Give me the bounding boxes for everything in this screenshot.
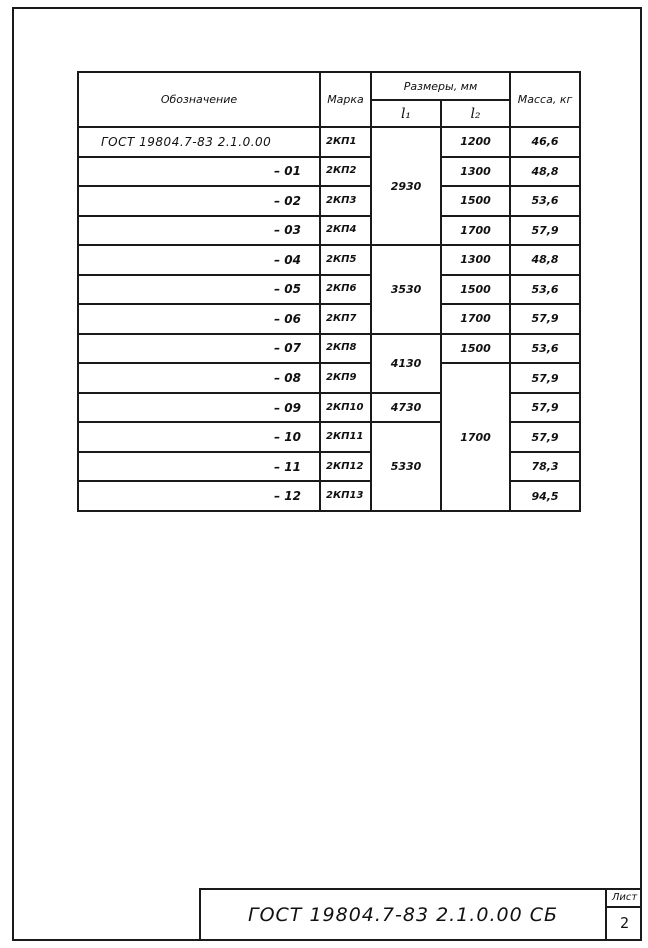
row-designation: – 02 bbox=[78, 186, 320, 216]
row-designation: – 05 bbox=[78, 275, 320, 305]
row-l2: 1500 bbox=[441, 275, 510, 305]
row-mass: 48,8 bbox=[510, 245, 580, 275]
table-row bbox=[78, 363, 580, 393]
header-l2: l₂ bbox=[441, 100, 510, 127]
row-mark: 2КП13 bbox=[320, 481, 371, 511]
table-row bbox=[78, 275, 580, 305]
header-mass: Масса, кг bbox=[510, 72, 580, 127]
row-l2: 1700 bbox=[441, 304, 510, 334]
table-row bbox=[78, 157, 580, 187]
row-mark: 2КП7 bbox=[320, 304, 371, 334]
row-mass: 48,8 bbox=[510, 157, 580, 187]
header-mark: Марка bbox=[320, 72, 371, 127]
row-l1: 4130 bbox=[371, 334, 441, 393]
row-mass: 53,6 bbox=[510, 275, 580, 305]
table-row bbox=[78, 127, 580, 157]
row-mass: 94,5 bbox=[510, 481, 580, 511]
table-row bbox=[78, 186, 580, 216]
row-mark: 2КП3 bbox=[320, 186, 371, 216]
row-designation: – 06 bbox=[78, 304, 320, 334]
sheet-label: Лист bbox=[607, 890, 642, 908]
row-l2: 1300 bbox=[441, 245, 510, 275]
row-mark: 2КП8 bbox=[320, 334, 371, 364]
header-designation: Обозначение bbox=[78, 72, 320, 127]
row-l2: 1700 bbox=[441, 216, 510, 246]
row-designation: – 09 bbox=[78, 393, 320, 423]
row-l2: 1700 bbox=[441, 363, 510, 511]
table-row bbox=[78, 216, 580, 246]
row-mass: 53,6 bbox=[510, 186, 580, 216]
row-mass: 57,9 bbox=[510, 393, 580, 423]
row-mark: 2КП4 bbox=[320, 216, 371, 246]
table-row bbox=[78, 334, 580, 364]
row-mass: 57,9 bbox=[510, 363, 580, 393]
row-mark: 2КП6 bbox=[320, 275, 371, 305]
header-l1: l₁ bbox=[371, 100, 441, 127]
row-mark: 2КП10 bbox=[320, 393, 371, 423]
row-designation: – 12 bbox=[78, 481, 320, 511]
row-mark: 2КП9 bbox=[320, 363, 371, 393]
row-mass: 46,6 bbox=[510, 127, 580, 157]
title-block bbox=[199, 888, 642, 941]
row-designation: – 01 bbox=[78, 157, 320, 187]
row-designation: – 07 bbox=[78, 334, 320, 364]
row-l1: 3530 bbox=[371, 245, 441, 334]
specification-table bbox=[77, 71, 581, 512]
row-mass: 78,3 bbox=[510, 452, 580, 482]
row-designation: – 11 bbox=[78, 452, 320, 482]
table-row bbox=[78, 245, 580, 275]
row-l2: 1300 bbox=[441, 157, 510, 187]
row-mark: 2КП11 bbox=[320, 422, 371, 452]
row-l1: 4730 bbox=[371, 393, 441, 423]
table-row bbox=[78, 304, 580, 334]
row-designation: – 03 bbox=[78, 216, 320, 246]
row-mass: 53,6 bbox=[510, 334, 580, 364]
row-mark: 2КП1 bbox=[320, 127, 371, 157]
row-designation: ГОСТ 19804.7-83 2.1.0.00 bbox=[78, 127, 320, 157]
sheet-number: 2 bbox=[619, 914, 630, 932]
row-designation: – 08 bbox=[78, 363, 320, 393]
row-mark: 2КП12 bbox=[320, 452, 371, 482]
row-mark: 2КП5 bbox=[320, 245, 371, 275]
row-mass: 57,9 bbox=[510, 304, 580, 334]
row-l2: 1500 bbox=[441, 334, 510, 364]
row-l2: 1200 bbox=[441, 127, 510, 157]
row-mass: 57,9 bbox=[510, 216, 580, 246]
row-l1: 2930 bbox=[371, 127, 441, 245]
row-l1: 5330 bbox=[371, 422, 441, 511]
header-dimensions: Размеры, мм bbox=[371, 72, 510, 100]
document-designation: ГОСТ 19804.7-83 2.1.0.00 СБ bbox=[201, 890, 607, 939]
row-mass: 57,9 bbox=[510, 422, 580, 452]
row-l2: 1500 bbox=[441, 186, 510, 216]
row-designation: – 04 bbox=[78, 245, 320, 275]
row-designation: – 10 bbox=[78, 422, 320, 452]
row-mark: 2КП2 bbox=[320, 157, 371, 187]
